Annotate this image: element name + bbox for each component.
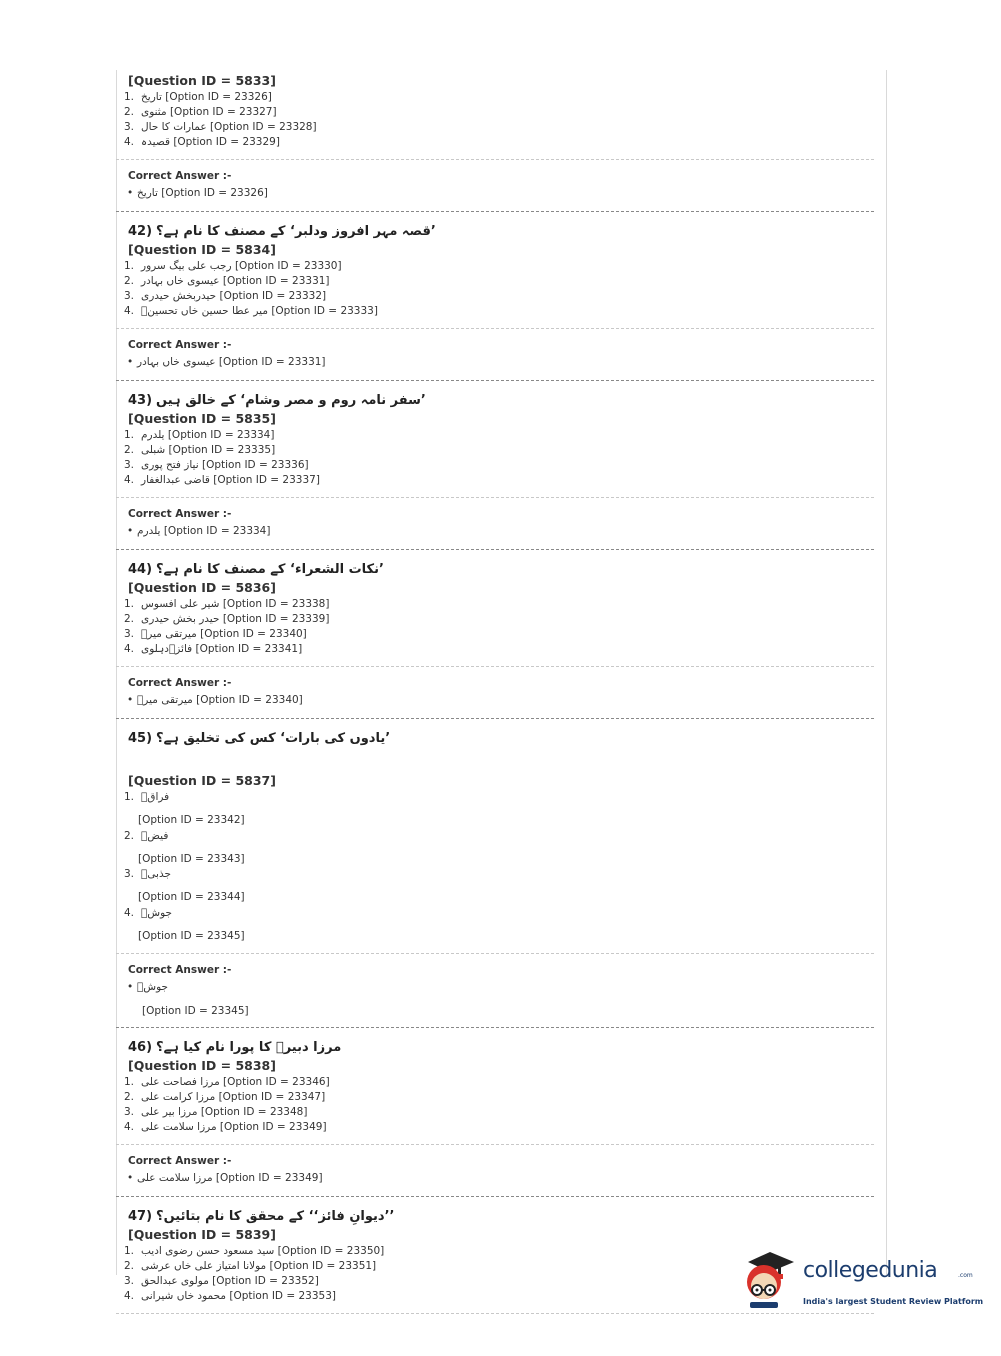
question-41: [124, 72, 880, 212]
divider: [116, 1144, 874, 1145]
option-2: 2. مولانا امتیاز علی خاں عرشی [Option ID = 23351]: [124, 1260, 377, 1272]
option-3: 3. مولوی عبدالحق [Option ID = 23352]: [124, 1275, 319, 1287]
option-2: 2. عیسوی خاں بہادر [Option ID = 23331]: [124, 275, 330, 287]
correct-answer-label: Correct Answer :-: [128, 677, 232, 689]
correct-answer: • عیسوی خاں بہادر [Option ID = 23331]: [127, 356, 326, 368]
option-3: 3. مرزا بیر علی [Option ID = 23348]: [124, 1106, 308, 1118]
option-3: 3. نیاز فتح پوری [Option ID = 23336]: [124, 459, 309, 471]
question-id: [Question ID = 5836]: [128, 580, 276, 595]
option-3: 3. میرتقی میرؔ [Option ID = 23340]: [124, 628, 307, 640]
question-divider: [116, 1196, 874, 1197]
option-3: 3. عمارات کا حال [Option ID = 23328]: [124, 121, 317, 133]
correct-answer: • میرتقی میرؔ [Option ID = 23340]: [127, 694, 303, 706]
option-3: 3. جذبیؔ [Option ID = 23344]: [124, 868, 245, 903]
option-2: 2. حیدر بخش حیدری [Option ID = 23339]: [124, 613, 330, 625]
question-title: 46) مرزا دبیرؔ کا پورا نام کیا ہے؟: [128, 1040, 342, 1055]
logo-wordmark: collegedunia: [803, 1258, 938, 1283]
option-1: 1. مرزا فصاحت علی [Option ID = 23346]: [124, 1076, 330, 1088]
logo-domain: .com: [958, 1272, 973, 1279]
question-divider: [116, 211, 874, 212]
question-42: [124, 222, 880, 381]
correct-answer: • تاریخ [Option ID = 23326]: [127, 187, 268, 199]
option-1: 1. تاریخ [Option ID = 23326]: [124, 91, 272, 103]
question-id: [Question ID = 5838]: [128, 1058, 276, 1073]
mascot-icon: [740, 1248, 802, 1312]
option-1: 1. یلدرم [Option ID = 23334]: [124, 429, 275, 441]
question-paper: [124, 72, 880, 1314]
question-title: 45) ’یادوں کی بارات‘ کس کی تخلیق ہے؟: [128, 731, 391, 746]
correct-answer-label: Correct Answer :-: [128, 508, 232, 520]
question-divider: [116, 380, 874, 381]
question-divider: [116, 1027, 874, 1028]
question-43: [124, 391, 880, 550]
correct-answer-label: Correct Answer :-: [128, 1155, 232, 1167]
question-45: [124, 729, 880, 1028]
question-title: 47) ’’دیوانِ فائز‘‘ کے محقق کا نام بتائیں؟: [128, 1209, 395, 1224]
option-4: 4. جوشؔ [Option ID = 23345]: [124, 906, 245, 942]
divider: [116, 497, 874, 498]
option-4: 4. فائزؔدہلوی [Option ID = 23341]: [124, 643, 303, 655]
option-3: 3. حیدربخش حیدری [Option ID = 23332]: [124, 290, 327, 302]
question-44: [124, 560, 880, 719]
option-4: 4. محمود خاں شیرانی [Option ID = 23353]: [124, 1290, 336, 1302]
option-2: 2. فیضؔ [Option ID = 23343]: [124, 829, 245, 865]
correct-answer-label: Correct Answer :-: [128, 339, 232, 351]
option-4: 4. قاضی عبدالغفار [Option ID = 23337]: [124, 474, 320, 486]
correct-answer: • یلدرم [Option ID = 23334]: [127, 525, 271, 537]
question-title: 43) ’سفر نامہ روم و مصر وشام‘ کے خالق ہیں: [128, 393, 426, 408]
option-1: 1. رجب علی بیگ سرور [Option ID = 23330]: [124, 260, 342, 272]
option-4: 4. میر عطا حسین خاں تحسینؔ [Option ID = 23333]: [124, 305, 378, 317]
option-2: 2. مرزا کرامت علی [Option ID = 23347]: [124, 1091, 326, 1103]
option-4: 4. مرزا سلامت علی [Option ID = 23349]: [124, 1121, 327, 1133]
question-46: [124, 1038, 880, 1197]
divider: [116, 666, 874, 667]
logo-tagline: India's largest Student Review Platform: [803, 1297, 984, 1306]
question-id: [Question ID = 5837]: [128, 773, 276, 788]
question-id: [Question ID = 5835]: [128, 411, 276, 426]
option-1: 1. سید مسعود حسن رضوی ادیب [Option ID = 23350]: [124, 1245, 385, 1257]
correct-answer-label: Correct Answer :-: [128, 170, 232, 182]
question-title: 44) ’نکات الشعراء‘ کے مصنف کا نام ہے؟: [128, 562, 384, 577]
question-divider: [116, 549, 874, 550]
question-id: [Question ID = 5839]: [128, 1227, 276, 1242]
option-2: 2. مثنوی [Option ID = 23327]: [124, 106, 277, 118]
divider: [116, 953, 874, 954]
question-id: [Question ID = 5833]: [128, 73, 276, 88]
correct-answer: • جوشؔ [Option ID = 23345]: [127, 981, 249, 1017]
correct-answer-label: Correct Answer :-: [128, 964, 232, 976]
option-4: 4. قصیدہ [Option ID = 23329]: [124, 136, 280, 148]
divider: [116, 159, 874, 160]
option-1: 1. شیر علی افسوس [Option ID = 23338]: [124, 598, 330, 610]
question-title: 42) ’قصہ مہر افروز ودلبر‘ کے مصنف کا نام ہے؟: [128, 224, 436, 239]
divider: [116, 328, 874, 329]
option-2: 2. شبلی [Option ID = 23335]: [124, 444, 276, 456]
correct-answer: • مرزا سلامت علی [Option ID = 23349]: [127, 1172, 323, 1184]
question-id: [Question ID = 5834]: [128, 242, 276, 257]
question-divider: [116, 718, 874, 719]
option-1: 1. فراقؔ [Option ID = 23342]: [124, 791, 245, 826]
